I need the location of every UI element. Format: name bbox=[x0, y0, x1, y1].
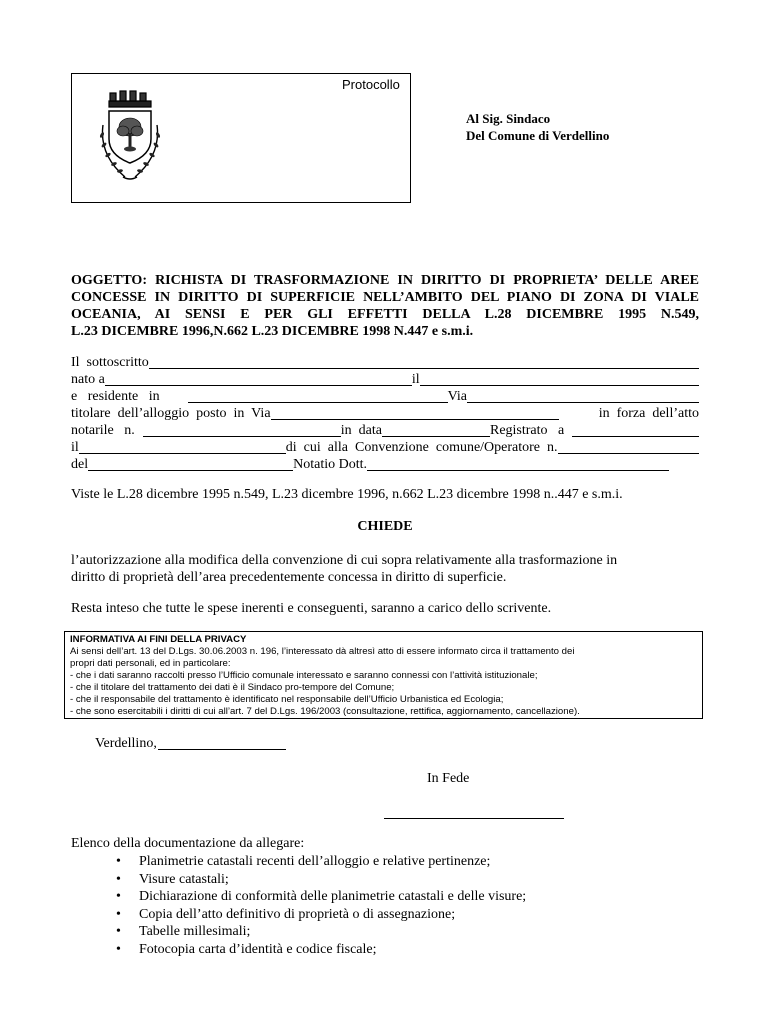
form-line-notaio: del Notatio Dott. bbox=[71, 456, 699, 473]
privacy-line: Ai sensi dell’art. 13 del D.Lgs. 30.06.2003 n. 196, l’interessato dà altresì atto di essere informato circa il trattamento dei bbox=[70, 646, 575, 657]
birthplace-field[interactable] bbox=[105, 373, 412, 386]
form-line-convenzione: il di cui alla Convenzione comune/Operatore n. bbox=[71, 439, 699, 456]
protocol-label: Protocollo bbox=[342, 77, 400, 92]
place-date-line: Verdellino, bbox=[95, 736, 286, 752]
in-fede-label: In Fede bbox=[427, 771, 470, 786]
municipal-coat-of-arms-icon bbox=[95, 85, 165, 185]
privacy-line: - che il responsabile del trattamento è identificato nel responsabile dell’Ufficio Urbanistica ed Ecologia; bbox=[70, 694, 504, 705]
privacy-line: - che i dati saranno raccolti presso l’Ufficio comunale interessato e saranno connessi con l’attività istituzionale; bbox=[70, 670, 538, 681]
attachments-list bbox=[116, 853, 526, 958]
convention-date-field[interactable] bbox=[88, 458, 293, 471]
notary-name-field[interactable] bbox=[367, 458, 669, 471]
form-line-titolare: titolare dell’alloggio posto in Via in forza dell’atto bbox=[71, 406, 699, 421]
subject-block bbox=[71, 272, 699, 340]
privacy-line: propri dati personali, ed in particolare: bbox=[70, 658, 231, 669]
list-item: • Copia dell’atto definitivo di proprietà o di assegnazione; bbox=[116, 906, 456, 922]
privacy-line: - che il titolare del trattamento dei dati è il Sindaco pro-tempore del Comune; bbox=[70, 682, 395, 693]
registered-at-field[interactable] bbox=[572, 424, 699, 437]
residence-field[interactable] bbox=[188, 390, 448, 403]
birthdate-field[interactable] bbox=[420, 373, 699, 386]
deed-number-field[interactable] bbox=[143, 424, 341, 437]
request-text: l’autorizzazione alla modifica della convenzione di cui sopra relativamente alla trasformazione in diritto di proprietà dell’area precedentemente concessa in diritto di superficie. bbox=[71, 553, 618, 585]
date-field[interactable] bbox=[158, 737, 286, 750]
privacy-title: INFORMATIVA AI FINI DELLA PRIVACY bbox=[70, 634, 247, 645]
list-item: • Tabelle millesimali; bbox=[116, 924, 251, 939]
form-line-residente: e residente in Via bbox=[71, 388, 699, 405]
form-line-sottoscritto: Il sottoscritto bbox=[71, 354, 699, 371]
recipient-line-2: Del Comune di Verdellino bbox=[466, 128, 610, 143]
residence-street-field[interactable] bbox=[467, 390, 699, 403]
list-item: • Planimetrie catastali recenti dell’alloggio e relative pertinenze; bbox=[116, 854, 491, 869]
privacy-notice-box bbox=[64, 631, 703, 719]
dwelling-street-field[interactable] bbox=[271, 407, 559, 420]
subject-line: VIALE OCEANIA, AI SENSI E PER GLI EFFETTI DELLA L.28 DICEMBRE 1995 N.549, bbox=[71, 290, 700, 322]
list-item: • Fotocopia carta d’identità e codice fiscale; bbox=[116, 941, 377, 957]
list-item: • Dichiarazione di conformità delle planimetrie catastali e delle visure; bbox=[116, 889, 527, 904]
deed-date-field[interactable] bbox=[382, 424, 490, 437]
privacy-line: - che sono esercitabili i diritti di cui all’art. 7 del D.Lgs. 196/2003 (consultazione, rettifica, aggiornamento, cancellazione). bbox=[70, 706, 580, 717]
convention-number-field[interactable] bbox=[558, 441, 699, 454]
laws-reference: Viste le L.28 dicembre 1995 n.549, L.23 dicembre 1996, n.662 L.23 dicembre 1998 n..447 e s.m.i. bbox=[71, 487, 623, 502]
form-line-notarile: notarile n. in data Registrato a bbox=[71, 422, 699, 439]
name-field[interactable] bbox=[149, 356, 699, 369]
form-line-nato: nato a il bbox=[71, 371, 699, 388]
recipient-line-1: Al Sig. Sindaco bbox=[466, 111, 551, 126]
subject-line: AREE CONCESSE IN DIRITTO DI SUPERFICIE NELL’AMBITO DEL PIANO DI ZONA DI bbox=[71, 273, 699, 305]
attachments-title: Elenco della documentazione da allegare: bbox=[71, 836, 305, 851]
registration-date-field[interactable] bbox=[79, 441, 286, 454]
subject-line: L.23 DICEMBRE 1996,N.662 L.23 DICEMBRE 1998 N.447 e s.m.i. bbox=[71, 324, 474, 339]
request-heading: CHIEDE bbox=[357, 519, 413, 534]
costs-statement: Resta inteso che tutte le spese inerenti e conseguenti, saranno a carico dello scrivente. bbox=[71, 601, 552, 616]
subject-line: OGGETTO: RICHISTA DI TRASFORMAZIONE IN DIRITTO DI PROPRIETA’ DELLE bbox=[71, 273, 653, 288]
signature-field[interactable] bbox=[384, 818, 564, 819]
list-item: • Visure catastali; bbox=[116, 871, 229, 887]
